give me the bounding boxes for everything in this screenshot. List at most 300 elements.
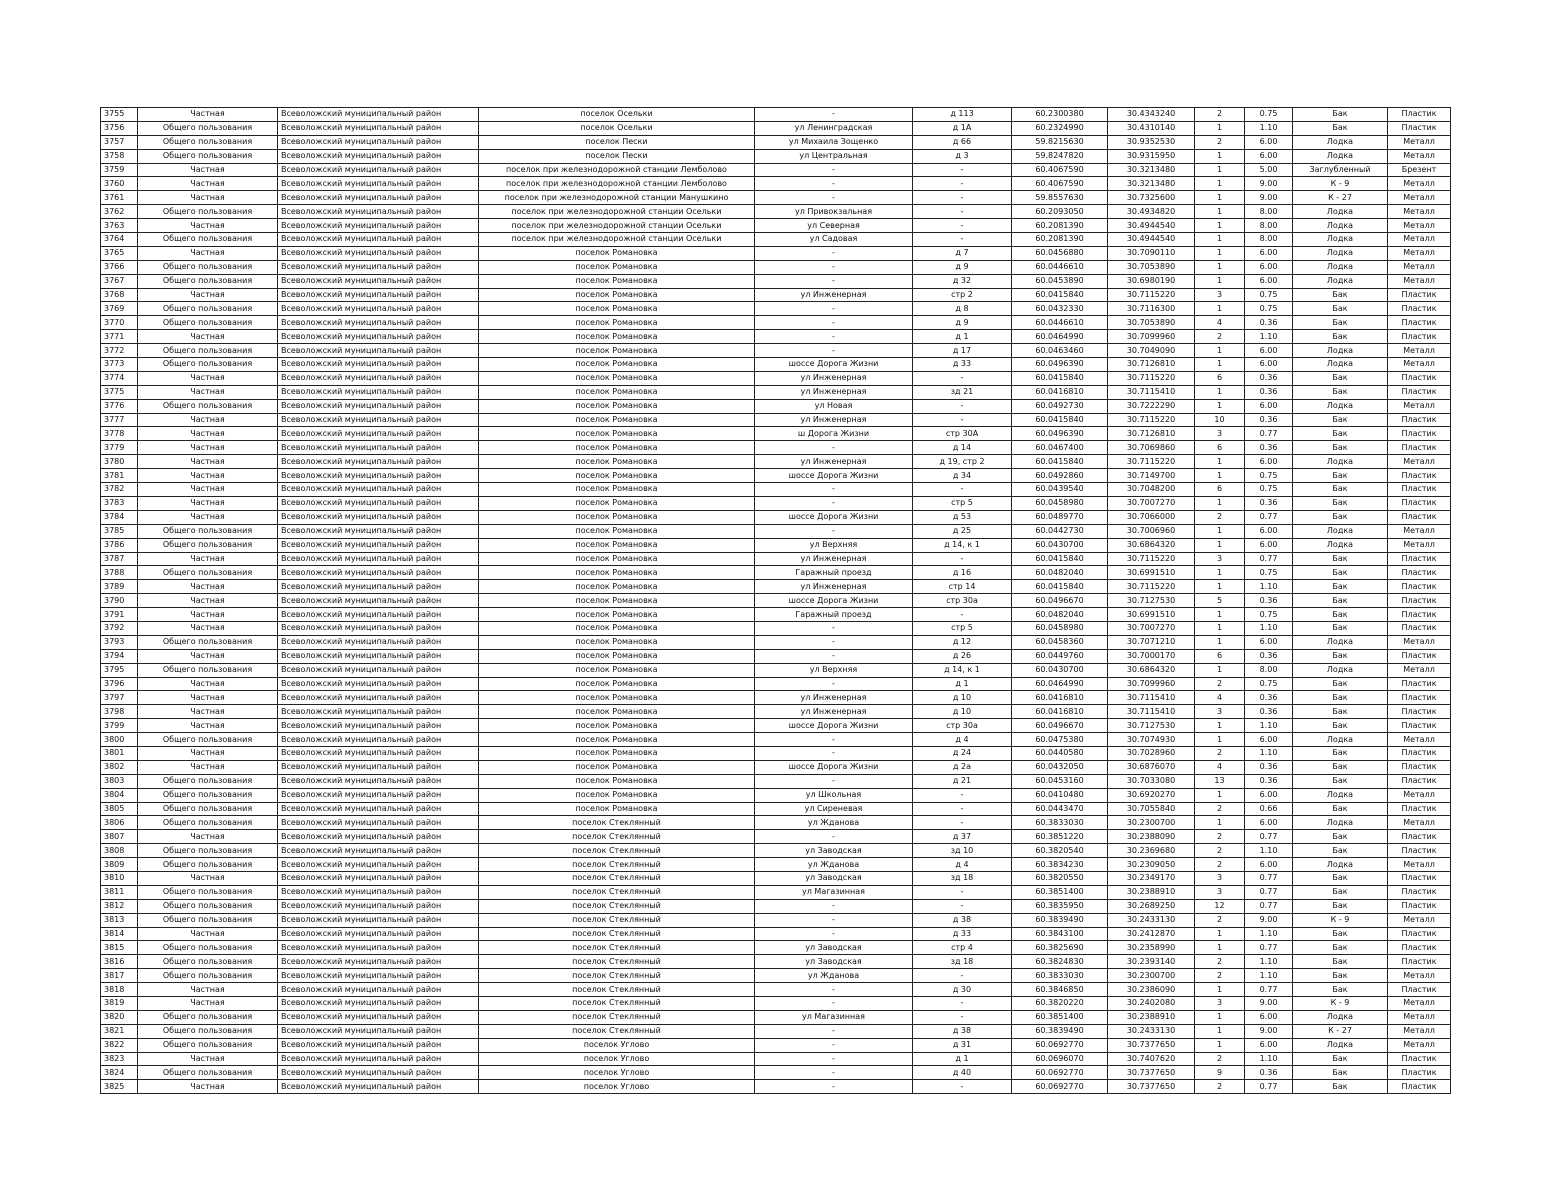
- longitude-cell: 30.7006960: [1108, 524, 1195, 538]
- container-count-cell: 1: [1195, 941, 1245, 955]
- table-row: [101, 871, 1451, 885]
- ownership-type-cell: Частная: [138, 580, 278, 594]
- container-type-cell: Заглубленный: [1293, 163, 1388, 177]
- latitude-cell: 60.3839490: [1012, 1024, 1108, 1038]
- latitude-cell: 60.3824830: [1012, 955, 1108, 969]
- container-volume-cell: 0.36: [1245, 705, 1293, 719]
- container-count-cell: 6: [1195, 441, 1245, 455]
- street-cell: -: [755, 1024, 913, 1038]
- settlement-cell: поселок Углово: [479, 1038, 755, 1052]
- ownership-type-cell: Общего пользования: [138, 733, 278, 747]
- longitude-cell: 30.7099960: [1108, 677, 1195, 691]
- container-volume-cell: 6.00: [1245, 816, 1293, 830]
- container-material-cell: Пластик: [1388, 941, 1451, 955]
- longitude-cell: 30.2309050: [1108, 858, 1195, 872]
- table-row: [101, 441, 1451, 455]
- district-cell: Всеволожский муниципальный район: [278, 288, 479, 302]
- settlement-cell: поселок Романовка: [479, 594, 755, 608]
- longitude-cell: 30.7055840: [1108, 802, 1195, 816]
- latitude-cell: 60.0415840: [1012, 455, 1108, 469]
- container-material-cell: Металл: [1388, 788, 1451, 802]
- table-row: [101, 455, 1451, 469]
- building-cell: -: [913, 788, 1012, 802]
- street-cell: ул Верхняя: [755, 663, 913, 677]
- row-number-cell: 3816: [101, 955, 138, 969]
- container-volume-cell: 0.75: [1245, 483, 1293, 497]
- district-cell: Всеволожский муниципальный район: [278, 205, 479, 219]
- container-count-cell: 2: [1195, 1080, 1245, 1094]
- building-cell: д 26: [913, 649, 1012, 663]
- container-volume-cell: 6.00: [1245, 635, 1293, 649]
- table-row: [101, 496, 1451, 510]
- container-volume-cell: 0.36: [1245, 691, 1293, 705]
- settlement-cell: поселок Романовка: [479, 774, 755, 788]
- latitude-cell: 60.0430700: [1012, 663, 1108, 677]
- building-cell: д 30: [913, 983, 1012, 997]
- district-cell: Всеволожский муниципальный район: [278, 1038, 479, 1052]
- longitude-cell: 30.6991510: [1108, 608, 1195, 622]
- building-cell: д 10: [913, 691, 1012, 705]
- longitude-cell: 30.7074930: [1108, 733, 1195, 747]
- street-cell: -: [755, 635, 913, 649]
- container-type-cell: Бак: [1293, 288, 1388, 302]
- latitude-cell: 60.0439540: [1012, 483, 1108, 497]
- container-type-cell: Лодка: [1293, 135, 1388, 149]
- container-material-cell: Пластик: [1388, 594, 1451, 608]
- ownership-type-cell: Частная: [138, 608, 278, 622]
- latitude-cell: 60.2081390: [1012, 219, 1108, 233]
- latitude-cell: 60.0464990: [1012, 330, 1108, 344]
- ownership-type-cell: Частная: [138, 983, 278, 997]
- row-number-cell: 3763: [101, 219, 138, 233]
- row-number-cell: 3803: [101, 774, 138, 788]
- longitude-cell: 30.6920270: [1108, 788, 1195, 802]
- building-cell: д 1: [913, 330, 1012, 344]
- building-cell: стр 30а: [913, 594, 1012, 608]
- longitude-cell: 30.7115220: [1108, 413, 1195, 427]
- container-type-cell: Бак: [1293, 927, 1388, 941]
- longitude-cell: 30.4944540: [1108, 219, 1195, 233]
- building-cell: -: [913, 802, 1012, 816]
- longitude-cell: 30.7033080: [1108, 774, 1195, 788]
- street-cell: -: [755, 677, 913, 691]
- settlement-cell: поселок Стеклянный: [479, 997, 755, 1011]
- container-type-cell: Лодка: [1293, 274, 1388, 288]
- latitude-cell: 60.0453160: [1012, 774, 1108, 788]
- latitude-cell: 60.0496670: [1012, 594, 1108, 608]
- district-cell: Всеволожский муниципальный район: [278, 316, 479, 330]
- latitude-cell: 60.0430700: [1012, 538, 1108, 552]
- container-count-cell: 5: [1195, 594, 1245, 608]
- container-material-cell: Металл: [1388, 177, 1451, 191]
- street-cell: ул Инженерная: [755, 385, 913, 399]
- latitude-cell: 60.3820540: [1012, 844, 1108, 858]
- ownership-type-cell: Частная: [138, 219, 278, 233]
- street-cell: шоссе Дорога Жизни: [755, 594, 913, 608]
- ownership-type-cell: Частная: [138, 413, 278, 427]
- container-material-cell: Пластик: [1388, 719, 1451, 733]
- street-cell: ул Северная: [755, 219, 913, 233]
- street-cell: ул Жданова: [755, 969, 913, 983]
- district-cell: Всеволожский муниципальный район: [278, 608, 479, 622]
- building-cell: -: [913, 205, 1012, 219]
- district-cell: Всеволожский муниципальный район: [278, 1024, 479, 1038]
- ownership-type-cell: Частная: [138, 677, 278, 691]
- container-type-cell: Лодка: [1293, 1038, 1388, 1052]
- table-row: [101, 358, 1451, 372]
- building-cell: д 14: [913, 441, 1012, 455]
- table-row: [101, 608, 1451, 622]
- row-number-cell: 3820: [101, 1010, 138, 1024]
- building-cell: -: [913, 969, 1012, 983]
- ownership-type-cell: Частная: [138, 830, 278, 844]
- row-number-cell: 3764: [101, 233, 138, 247]
- ownership-type-cell: Частная: [138, 1080, 278, 1094]
- ownership-type-cell: Общего пользования: [138, 816, 278, 830]
- settlement-cell: поселок Стеклянный: [479, 1024, 755, 1038]
- table-row: [101, 330, 1451, 344]
- building-cell: -: [913, 816, 1012, 830]
- settlement-cell: поселок Романовка: [479, 705, 755, 719]
- building-cell: д 9: [913, 260, 1012, 274]
- ownership-type-cell: Частная: [138, 871, 278, 885]
- district-cell: Всеволожский муниципальный район: [278, 455, 479, 469]
- ownership-type-cell: Частная: [138, 191, 278, 205]
- district-cell: Всеволожский муниципальный район: [278, 871, 479, 885]
- container-type-cell: Бак: [1293, 830, 1388, 844]
- street-cell: ул Школьная: [755, 788, 913, 802]
- settlement-cell: поселок Углово: [479, 1080, 755, 1094]
- settlement-cell: поселок Стеклянный: [479, 871, 755, 885]
- street-cell: ул Садовая: [755, 233, 913, 247]
- row-number-cell: 3761: [101, 191, 138, 205]
- container-volume-cell: 6.00: [1245, 524, 1293, 538]
- container-type-cell: Лодка: [1293, 399, 1388, 413]
- district-cell: Всеволожский муниципальный район: [278, 260, 479, 274]
- latitude-cell: 60.3846850: [1012, 983, 1108, 997]
- container-type-cell: Бак: [1293, 580, 1388, 594]
- building-cell: д 14, к 1: [913, 663, 1012, 677]
- container-volume-cell: 0.36: [1245, 371, 1293, 385]
- row-number-cell: 3791: [101, 608, 138, 622]
- latitude-cell: 60.0415840: [1012, 552, 1108, 566]
- latitude-cell: 60.0458980: [1012, 496, 1108, 510]
- district-cell: Всеволожский муниципальный район: [278, 399, 479, 413]
- container-material-cell: Металл: [1388, 997, 1451, 1011]
- table-row: [101, 316, 1451, 330]
- container-material-cell: Пластик: [1388, 371, 1451, 385]
- ownership-type-cell: Частная: [138, 1052, 278, 1066]
- latitude-cell: 60.0446610: [1012, 316, 1108, 330]
- container-volume-cell: 0.66: [1245, 802, 1293, 816]
- container-count-cell: 13: [1195, 774, 1245, 788]
- settlement-cell: поселок Романовка: [479, 538, 755, 552]
- district-cell: Всеволожский муниципальный район: [278, 552, 479, 566]
- container-material-cell: Пластик: [1388, 899, 1451, 913]
- district-cell: Всеволожский муниципальный район: [278, 344, 479, 358]
- district-cell: Всеволожский муниципальный район: [278, 677, 479, 691]
- latitude-cell: 60.0415840: [1012, 413, 1108, 427]
- latitude-cell: 60.0416810: [1012, 691, 1108, 705]
- street-cell: ул Инженерная: [755, 455, 913, 469]
- longitude-cell: 30.7115220: [1108, 371, 1195, 385]
- latitude-cell: 60.0496670: [1012, 719, 1108, 733]
- table-row: [101, 830, 1451, 844]
- building-cell: д 38: [913, 1024, 1012, 1038]
- container-type-cell: Лодка: [1293, 358, 1388, 372]
- building-cell: -: [913, 997, 1012, 1011]
- container-count-cell: 1: [1195, 163, 1245, 177]
- longitude-cell: 30.4310140: [1108, 121, 1195, 135]
- container-material-cell: Металл: [1388, 246, 1451, 260]
- settlement-cell: поселок Романовка: [479, 344, 755, 358]
- building-cell: д 31: [913, 1038, 1012, 1052]
- row-number-cell: 3792: [101, 621, 138, 635]
- container-count-cell: 2: [1195, 913, 1245, 927]
- latitude-cell: 60.0696070: [1012, 1052, 1108, 1066]
- container-material-cell: Металл: [1388, 1038, 1451, 1052]
- container-count-cell: 1: [1195, 663, 1245, 677]
- table-row: [101, 774, 1451, 788]
- district-cell: Всеволожский муниципальный район: [278, 1066, 479, 1080]
- container-count-cell: 1: [1195, 1010, 1245, 1024]
- container-type-cell: Бак: [1293, 677, 1388, 691]
- building-cell: стр 4: [913, 941, 1012, 955]
- container-volume-cell: 1.10: [1245, 1052, 1293, 1066]
- ownership-type-cell: Частная: [138, 552, 278, 566]
- container-type-cell: Бак: [1293, 760, 1388, 774]
- latitude-cell: 60.0456880: [1012, 246, 1108, 260]
- container-volume-cell: 8.00: [1245, 663, 1293, 677]
- district-cell: Всеволожский муниципальный район: [278, 816, 479, 830]
- container-volume-cell: 6.00: [1245, 358, 1293, 372]
- ownership-type-cell: Частная: [138, 746, 278, 760]
- container-material-cell: Пластик: [1388, 649, 1451, 663]
- container-type-cell: Бак: [1293, 413, 1388, 427]
- container-type-cell: Лодка: [1293, 538, 1388, 552]
- street-cell: -: [755, 1038, 913, 1052]
- building-cell: д 1: [913, 677, 1012, 691]
- longitude-cell: 30.2386090: [1108, 983, 1195, 997]
- district-cell: Всеволожский муниципальный район: [278, 538, 479, 552]
- row-number-cell: 3815: [101, 941, 138, 955]
- container-count-cell: 1: [1195, 358, 1245, 372]
- ownership-type-cell: Частная: [138, 371, 278, 385]
- longitude-cell: 30.7115220: [1108, 288, 1195, 302]
- latitude-cell: 60.0467400: [1012, 441, 1108, 455]
- container-material-cell: Пластик: [1388, 1052, 1451, 1066]
- container-count-cell: 1: [1195, 121, 1245, 135]
- district-cell: Всеволожский муниципальный район: [278, 705, 479, 719]
- ownership-type-cell: Общего пользования: [138, 566, 278, 580]
- district-cell: Всеволожский муниципальный район: [278, 719, 479, 733]
- longitude-cell: 30.7053890: [1108, 260, 1195, 274]
- container-volume-cell: 0.77: [1245, 871, 1293, 885]
- latitude-cell: 60.0432050: [1012, 760, 1108, 774]
- latitude-cell: 60.0415840: [1012, 371, 1108, 385]
- ownership-type-cell: Общего пользования: [138, 1038, 278, 1052]
- building-cell: д 1А: [913, 121, 1012, 135]
- latitude-cell: 60.0432330: [1012, 302, 1108, 316]
- container-type-cell: Бак: [1293, 441, 1388, 455]
- container-type-cell: Лодка: [1293, 205, 1388, 219]
- container-volume-cell: 0.75: [1245, 302, 1293, 316]
- longitude-cell: 30.7127530: [1108, 594, 1195, 608]
- district-cell: Всеволожский муниципальный район: [278, 941, 479, 955]
- ownership-type-cell: Частная: [138, 927, 278, 941]
- street-cell: -: [755, 649, 913, 663]
- latitude-cell: 60.0496390: [1012, 358, 1108, 372]
- container-count-cell: 4: [1195, 760, 1245, 774]
- ownership-type-cell: Общего пользования: [138, 802, 278, 816]
- latitude-cell: 60.3851220: [1012, 830, 1108, 844]
- longitude-cell: 30.7325600: [1108, 191, 1195, 205]
- container-volume-cell: 1.10: [1245, 927, 1293, 941]
- container-count-cell: 1: [1195, 1024, 1245, 1038]
- container-count-cell: 3: [1195, 427, 1245, 441]
- container-material-cell: Пластик: [1388, 760, 1451, 774]
- container-count-cell: 3: [1195, 288, 1245, 302]
- district-cell: Всеволожский муниципальный район: [278, 483, 479, 497]
- ownership-type-cell: Общего пользования: [138, 260, 278, 274]
- settlement-cell: поселок Романовка: [479, 413, 755, 427]
- container-material-cell: Пластик: [1388, 691, 1451, 705]
- street-cell: Гаражный проезд: [755, 608, 913, 622]
- latitude-cell: 60.2093050: [1012, 205, 1108, 219]
- settlement-cell: поселок Романовка: [479, 260, 755, 274]
- row-number-cell: 3787: [101, 552, 138, 566]
- container-volume-cell: 0.75: [1245, 566, 1293, 580]
- table-row: [101, 274, 1451, 288]
- container-count-cell: 1: [1195, 635, 1245, 649]
- district-cell: Всеволожский муниципальный район: [278, 427, 479, 441]
- container-type-cell: Бак: [1293, 621, 1388, 635]
- settlement-cell: поселок Стеклянный: [479, 955, 755, 969]
- table-row: [101, 788, 1451, 802]
- longitude-cell: 30.7126810: [1108, 358, 1195, 372]
- ownership-type-cell: Общего пользования: [138, 121, 278, 135]
- latitude-cell: 60.2324990: [1012, 121, 1108, 135]
- district-cell: Всеволожский муниципальный район: [278, 371, 479, 385]
- container-material-cell: Пластик: [1388, 885, 1451, 899]
- district-cell: Всеволожский муниципальный район: [278, 358, 479, 372]
- container-count-cell: 1: [1195, 983, 1245, 997]
- container-material-cell: Пластик: [1388, 385, 1451, 399]
- table-row: [101, 191, 1451, 205]
- ownership-type-cell: Общего пользования: [138, 358, 278, 372]
- building-cell: -: [913, 371, 1012, 385]
- street-cell: ул Привокзальная: [755, 205, 913, 219]
- settlement-cell: поселок Романовка: [479, 385, 755, 399]
- container-count-cell: 1: [1195, 399, 1245, 413]
- street-cell: ш Дорога Жизни: [755, 427, 913, 441]
- longitude-cell: 30.2388090: [1108, 830, 1195, 844]
- container-volume-cell: 8.00: [1245, 205, 1293, 219]
- container-type-cell: Бак: [1293, 371, 1388, 385]
- longitude-cell: 30.7028960: [1108, 746, 1195, 760]
- ownership-type-cell: Общего пользования: [138, 538, 278, 552]
- street-cell: -: [755, 441, 913, 455]
- container-volume-cell: 0.75: [1245, 608, 1293, 622]
- building-cell: -: [913, 1010, 1012, 1024]
- longitude-cell: 30.7407620: [1108, 1052, 1195, 1066]
- container-count-cell: 2: [1195, 844, 1245, 858]
- building-cell: -: [913, 413, 1012, 427]
- table-row: [101, 163, 1451, 177]
- container-material-cell: Пластик: [1388, 580, 1451, 594]
- street-cell: ул Заводская: [755, 941, 913, 955]
- row-number-cell: 3778: [101, 427, 138, 441]
- longitude-cell: 30.7115220: [1108, 580, 1195, 594]
- ownership-type-cell: Частная: [138, 455, 278, 469]
- ownership-type-cell: Общего пользования: [138, 885, 278, 899]
- district-cell: Всеволожский муниципальный район: [278, 566, 479, 580]
- settlement-cell: поселок Романовка: [479, 246, 755, 260]
- container-count-cell: 6: [1195, 371, 1245, 385]
- container-count-cell: 2: [1195, 858, 1245, 872]
- longitude-cell: 30.3213480: [1108, 163, 1195, 177]
- longitude-cell: 30.7115220: [1108, 552, 1195, 566]
- row-number-cell: 3767: [101, 274, 138, 288]
- district-cell: Всеволожский муниципальный район: [278, 1010, 479, 1024]
- container-material-cell: Пластик: [1388, 469, 1451, 483]
- container-type-cell: Лодка: [1293, 455, 1388, 469]
- container-type-cell: Бак: [1293, 899, 1388, 913]
- district-cell: Всеволожский муниципальный район: [278, 788, 479, 802]
- table-row: [101, 260, 1451, 274]
- table-row: [101, 913, 1451, 927]
- container-type-cell: Бак: [1293, 121, 1388, 135]
- container-count-cell: 4: [1195, 691, 1245, 705]
- container-material-cell: Пластик: [1388, 330, 1451, 344]
- container-type-cell: Бак: [1293, 955, 1388, 969]
- table-row: [101, 246, 1451, 260]
- table-row: [101, 733, 1451, 747]
- street-cell: шоссе Дорога Жизни: [755, 510, 913, 524]
- table-row: [101, 969, 1451, 983]
- container-material-cell: Пластик: [1388, 441, 1451, 455]
- container-material-cell: Металл: [1388, 399, 1451, 413]
- container-type-cell: Лодка: [1293, 663, 1388, 677]
- longitude-cell: 30.4934820: [1108, 205, 1195, 219]
- street-cell: ул Магазинная: [755, 885, 913, 899]
- building-cell: д 66: [913, 135, 1012, 149]
- container-type-cell: Бак: [1293, 427, 1388, 441]
- container-count-cell: 1: [1195, 260, 1245, 274]
- container-volume-cell: 0.36: [1245, 496, 1293, 510]
- street-cell: -: [755, 997, 913, 1011]
- building-cell: стр 30А: [913, 427, 1012, 441]
- settlement-cell: поселок Стеклянный: [479, 941, 755, 955]
- latitude-cell: 60.4067590: [1012, 177, 1108, 191]
- container-count-cell: 6: [1195, 649, 1245, 663]
- row-number-cell: 3758: [101, 149, 138, 163]
- street-cell: -: [755, 927, 913, 941]
- container-material-cell: Пластик: [1388, 705, 1451, 719]
- street-cell: ул Инженерная: [755, 371, 913, 385]
- table-row: [101, 552, 1451, 566]
- district-cell: Всеволожский муниципальный район: [278, 733, 479, 747]
- row-number-cell: 3818: [101, 983, 138, 997]
- container-count-cell: 2: [1195, 510, 1245, 524]
- container-material-cell: Металл: [1388, 135, 1451, 149]
- container-count-cell: 9: [1195, 1066, 1245, 1080]
- container-volume-cell: 0.75: [1245, 677, 1293, 691]
- street-cell: -: [755, 316, 913, 330]
- container-type-cell: Лодка: [1293, 858, 1388, 872]
- district-cell: Всеволожский муниципальный район: [278, 955, 479, 969]
- district-cell: Всеволожский муниципальный район: [278, 385, 479, 399]
